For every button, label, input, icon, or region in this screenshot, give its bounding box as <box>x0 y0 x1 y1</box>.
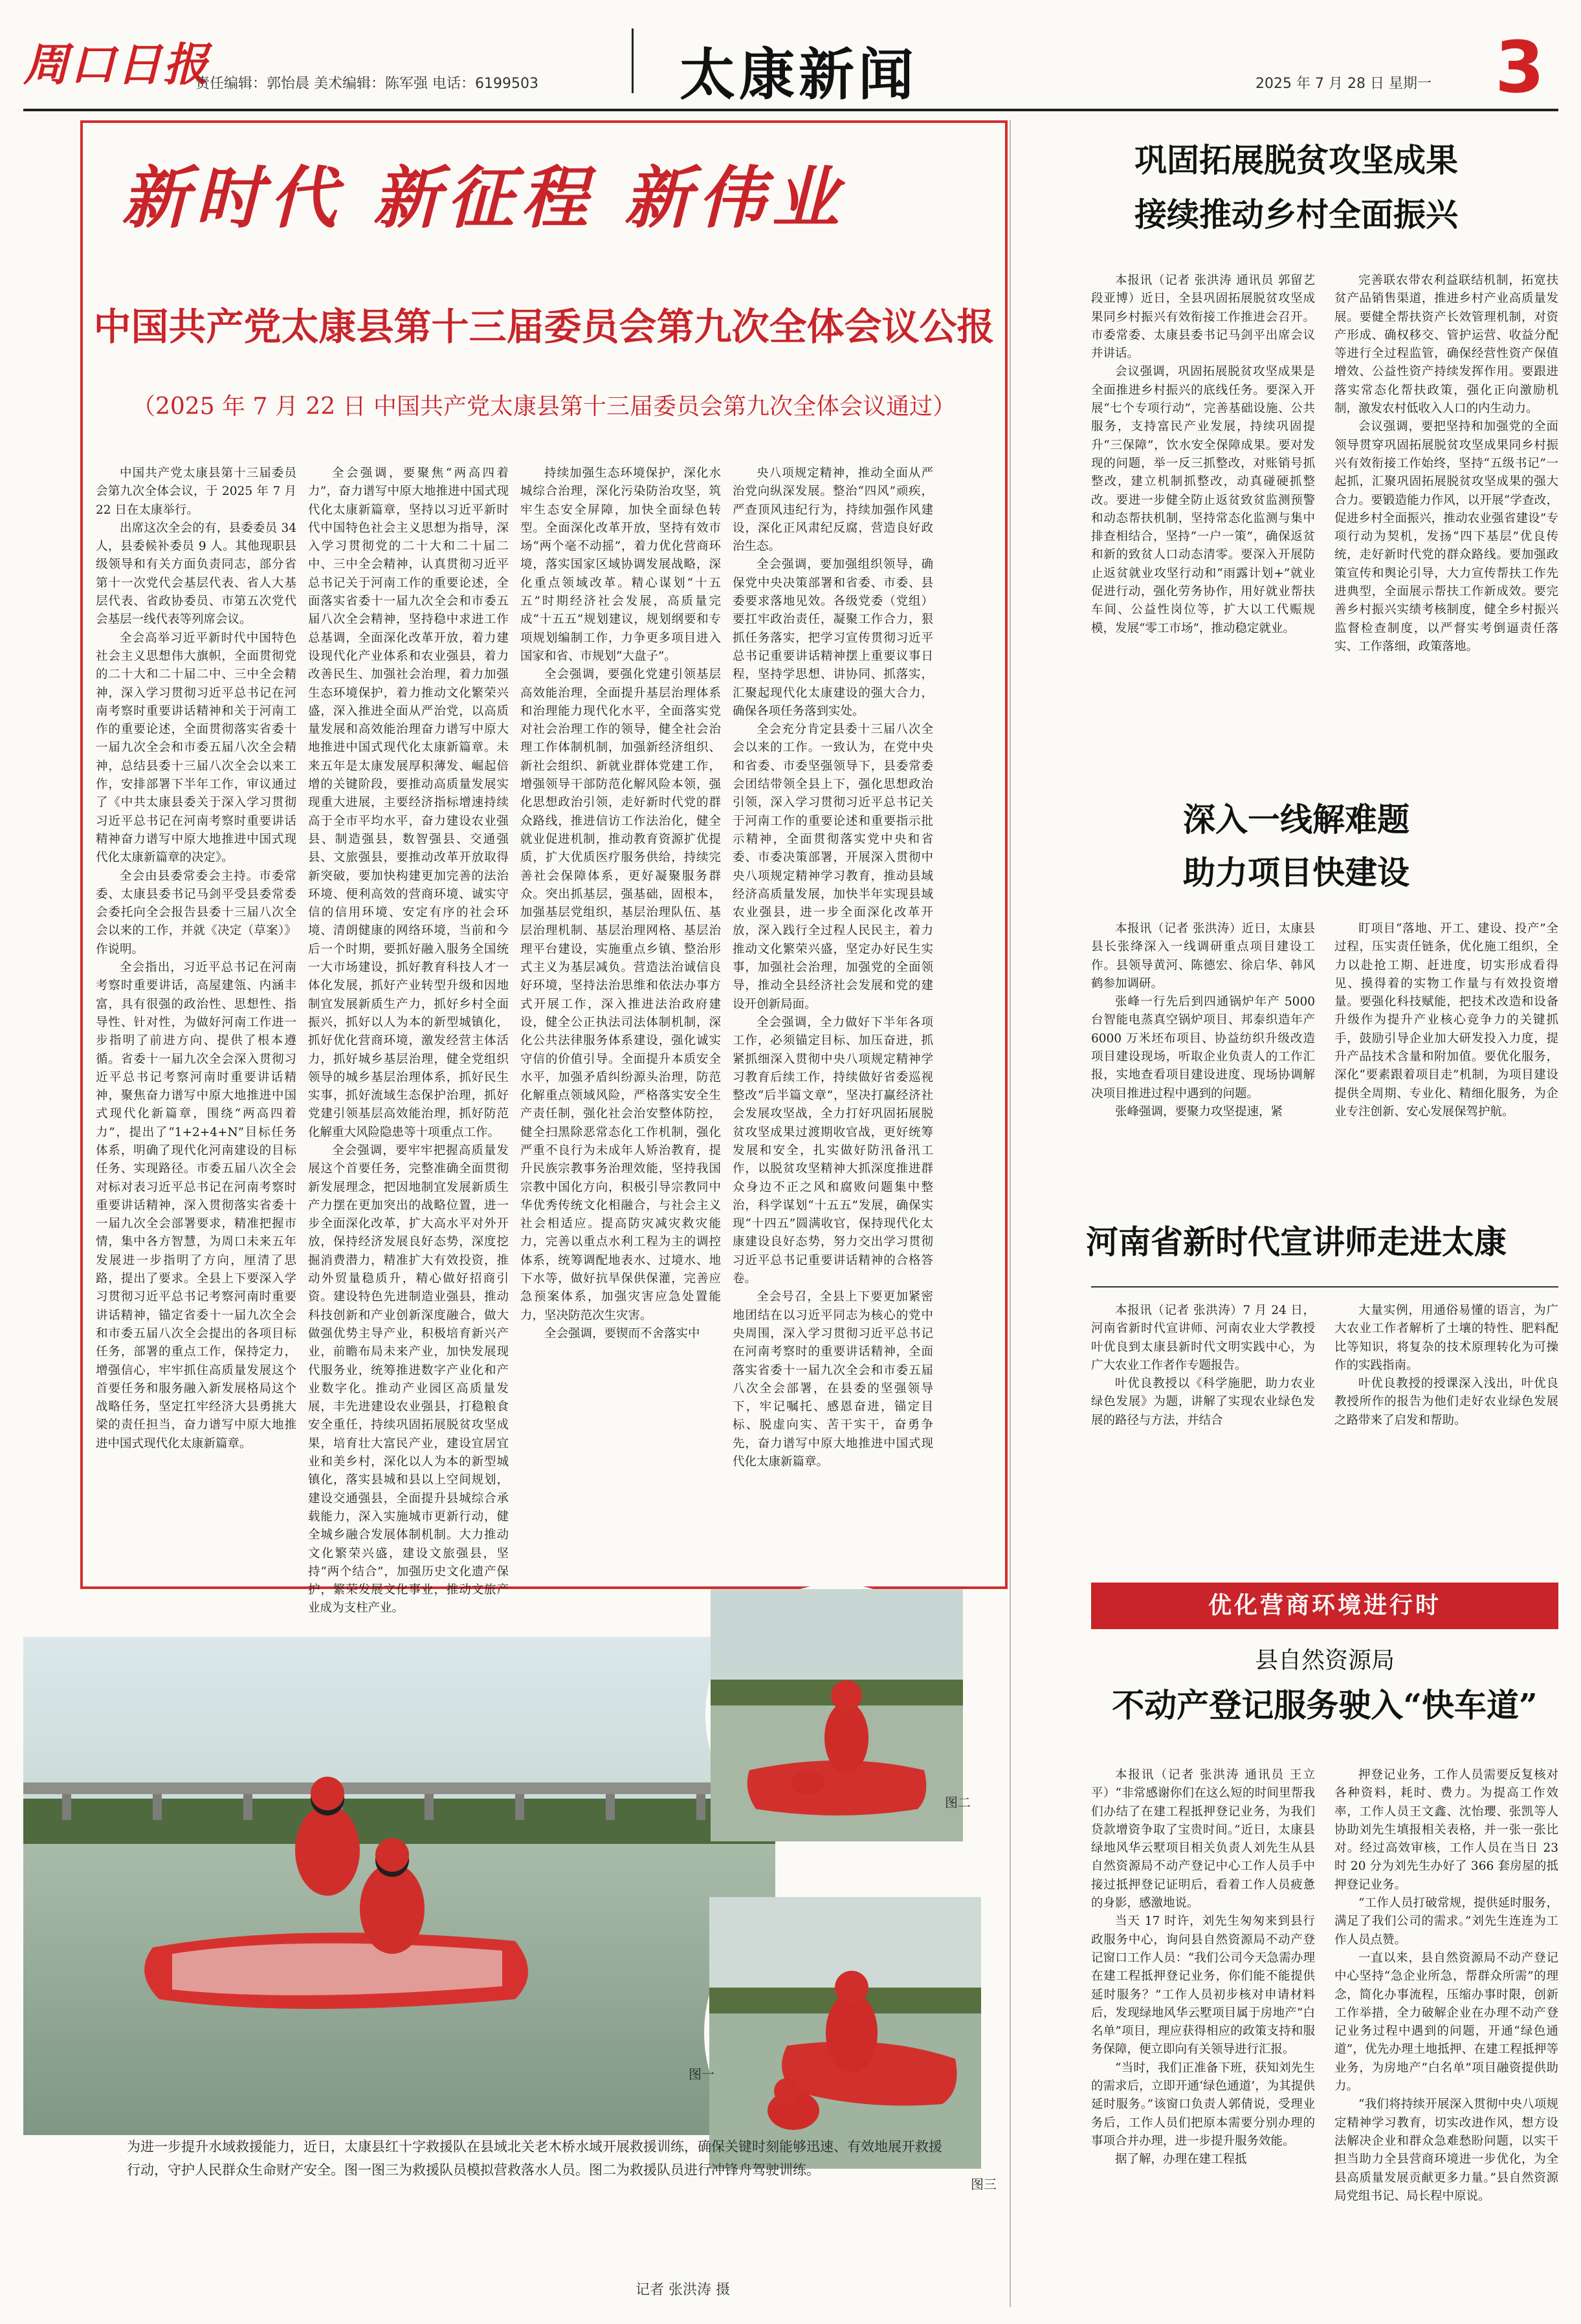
section-banner: 优化营商环境进行时 <box>1091 1583 1558 1629</box>
photo-caption: 为进一步提升水域救援能力，近日，太康县红十字救援队在县域北关老木桥水域开展救援训练，确保关键时刻能够迅速、有效地展开救援行动，守护人民群众生命财产安全。图一图三为救援队员模拟营救落水人员。图二为救援队员进行冲锋舟驾驶训练。 <box>127 2139 942 2178</box>
plenary-column-1 <box>96 465 296 1564</box>
paragraph: 张峰强调，要聚力攻坚提速，紧 <box>1115 1104 1283 1119</box>
plenary-subheadline: （2025 年 7 月 22 日 中国共产党太康县第十三届委员会第九次全体会议通过） <box>132 393 956 420</box>
paragraph: 央八项规定精神，推动全面从严治党向纵深发展。整治“四风”顽疾，严查顶风违纪行为，持续加强作风建设，深化正风肃纪反腐，营造良好政治生态。 <box>733 466 933 554</box>
headline-line: 接续推动乡村全面振兴 <box>1134 195 1458 234</box>
paragraph: 全会高举习近平新时代中国特色社会主义思想伟大旗帜，全面贯彻党的二十大和二十届二中、三中全会精神，深入学习贯彻习近平总书记在河南考察时重要讲话精神和关于河南工作的重要论述，全面贯彻落实省委十一届九次全会和市委五届八次全会精神，总结县委十三届八次全会以来工作，安排部署下半年工作，审议通过了《中共太康县委关于深入学习贯彻习近平总书记在河南考察时重要讲话精神奋力谱写中原大地推进中国式现代化太康新篇章的决定》。 <box>96 631 296 865</box>
paragraph: 全会强调，要牢牢把握高质量发展这个首要任务，完整准确全面贯彻新发展理念，把因地制宜发展新质生产力摆在更加突出的战略位置，进一步全面深化改革，扩大高水平对外开放，保持经济发展良好态势，深度挖掘消费潜力，精准扩大有效投资，推动外贸量稳质升，精心做好招商引资。建设特色先进制造业强县，推动科技创新和产业创新深度融合，做大做强优势主导产业，积极培育新兴产业，前瞻布局未来产业，加快发展现代服务业，统筹推进数字产业化和产业数字化。推动产业园区高质量发展，丰先进建设农业强县，打稳粮食安全重任，持续巩固拓展脱贫攻坚成果，培育壮大富民产业，建设宜居宜业和美乡村，深化以人为本的新型城镇化，落实县城和县以上空间规划，建设交通强县，全面提升县城综合承载能力，深入实施城市更新行动，健全城乡融合发展体制机制。大力推动文化繁荣兴盛，建设文旅强县，坚持“两个结合”，加强历史文化遗产保护，繁荣发展文化事业，推动文旅产业成为支柱产业。 <box>308 1143 509 1616</box>
slogan-banner: 新时代 新征程 新伟业 <box>122 158 846 237</box>
article-2-headline <box>1034 793 1558 899</box>
plenary-headline: 中国共产党太康县第十三届委员会第九次全体会议公报 <box>93 305 995 349</box>
newspaper-logo: 周口日报 <box>23 38 210 91</box>
headline-rule <box>1091 1286 1558 1288</box>
paragraph: 盯项目“落地、开工、建设、投产”全过程，压实责任链条，优化施工组织，全力以赴抢工期、赶进度，切实形成看得见、摸得着的实物工作量与有效投资增量。要强化科技赋能，把技术改造和设备升级作为提升产业核心竞争力的关键抓手，鼓励引导企业加大研发投入力度，提升产品技术含量和附加值。要优化服务，深化“要素跟着项目走”机制，为项目建设提供全周期、专业化、精细化服务，为企业专注创新、安心发展保驾护航。 <box>1334 922 1558 1119</box>
paragraph: 完善联农带农利益联结机制，拓宽扶贫产品销售渠道，推进乡村产业高质量发展。要健全帮扶资产长效管理机制，对资产形成、确权移交、管护运营、收益分配等进行全过程监管，确保经营性资产保值增效、公益性资产持续发挥作用。要跟进落实常态化帮扶政策，强化正向激励机制，激发农村低收入人口的内生动力。 <box>1334 274 1558 416</box>
paragraph: 全会强调，要加强组织领导，确保党中央决策部署和省委、市委、县委要求落地见效。各级党委（党组）要扛牢政治责任，凝聚工作合力，狠抓任务落实，把学习宣传贯彻习近平总书记重要讲话精神摆上重要议事日程，坚持学思想、讲协同、抓落实，汇聚起现代化太康建设的强大合力，确保各项任务落到实处。 <box>733 558 933 718</box>
paragraph: 一直以来，县自然资源局不动产登记中心坚持“急企业所急，帮群众所需”的理念，简化办事流程，压缩办事时限，创新工作举措，全力破解企业在办理不动产登记业务过程中遇到的问题，开通“绿色通道”，优先办理土地抵押、在建工程抵押等业务，为房地产“白名单”项目融资提供助力。 <box>1334 1951 1558 2094</box>
publication-date: 2025 年 7 月 28 日 星期一 <box>1255 76 1432 92</box>
article-1-column-a <box>1091 272 1315 828</box>
figure-label-1: 图一 <box>689 2066 714 2082</box>
paragraph: 会议强调，要把坚持和加强党的全面领导贯穿巩固拓展脱贫攻坚成果同乡村振兴有效衔接工作始终，坚持“五级书记”一起抓，汇聚巩固拓展脱贫攻坚成果的强大合力。要锻造能力作风，以开展“学查改，促进乡村全面振兴，推动农业强省建设”专项行动为契机，发扬“四下基层”优良传统，走好新时代党的群众路线。要加强政策宣传和舆论引导，大力宣传帮扶工作先进典型，全面展示帮扶工作新成效。要完善乡村振兴实绩考核制度，健全乡村振兴监督检查制度，以严督实考倒逼责任落实、工作落细，政策落地。 <box>1334 420 1558 653</box>
paragraph: 张峰一行先后到四通锅炉年产 5000 台智能电蒸真空锅炉项目、邦泰织造年产 6000 万米坯布项目、协益纺织升级改造项目建设现场，听取企业负责人的工作汇报，实地查看项目建设进度、现场协调解决项目推进过程中遇到的问题。 <box>1091 995 1315 1101</box>
paragraph: 全会强调，要锲而不舍落实中 <box>544 1326 700 1341</box>
plenary-column-3 <box>520 465 721 1564</box>
paragraph: 本报讯（记者 张洪涛）近日，太康县县长张绛深入一线调研重点项目建设工作。县领导黄河、陈德宏、徐启华、韩风鹤参加调研。 <box>1091 922 1315 991</box>
article-4-kicker: 县自然资源局 <box>1254 1647 1395 1674</box>
paragraph: 本报讯（记者 张洪涛 通讯员 王立平）“非常感谢你们在这么短的时间里帮我们办结了在建工程抵押登记业务，为我们贷款增资争取了宝贵时间。”近日，太康县绿地风华云墅项目相关负责人刘先生从县自然资源局不动产登记中心工作人员手中接过抵押登记证明后，看着工作人员疲惫的身影，感激地说。 <box>1091 1768 1315 1911</box>
masthead <box>0 0 1581 113</box>
river-rescue-illustration <box>23 1637 775 2135</box>
plenary-column-2 <box>308 465 509 1616</box>
paragraph: 大量实例，用通俗易懂的语言，为广大农业工作者解析了土壤的特性、肥料配比等知识，将复杂的技术原理转化为可操作的实践指南。 <box>1334 1304 1558 1372</box>
article-4-column-a <box>1091 1766 1315 2284</box>
plenary-column-4 <box>733 465 933 1469</box>
paragraph: “工作人员打破常规，提供延时服务，满足了我们公司的需求。”刘先生连连为工作人员点赞。 <box>1334 1896 1558 1947</box>
article-2-column-b <box>1334 920 1558 1250</box>
page-section-name: 太康新闻 <box>680 42 918 107</box>
column-divider <box>1010 120 1011 2307</box>
paragraph: 叶优良教授以《科学施肥，助力农业绿色发展》为题，讲解了实现农业绿色发展的路径与方法，并结合 <box>1091 1377 1315 1427</box>
water-rescue-illustration <box>709 1897 981 2169</box>
masthead-rule <box>23 109 1558 111</box>
article-3-column-b <box>1334 1302 1558 1554</box>
headline-line: 深入一线解难题 <box>1183 800 1410 839</box>
paragraph: 中国共产党太康县第十三届委员会第九次全体会议，于 2025 年 7 月 22 日在太康举行。 <box>96 466 296 517</box>
paragraph: 会议强调，巩固拓展脱贫攻坚成果是全面推进乡村振兴的底线任务。要深入开展“七个专项行动”，完善基础设施、公共服务，支持富民产业发展，持续巩固提升“三保障”，饮水安全保障成果。要对发现的问题，举一反三抓整改，对账销号抓整改，建立机制抓整改，动真碰硬抓整改。要进一步健全防止返贫致贫监测预警和动态帮扶机制，坚持常态化监测与集中排查相结合，坚持“一户一策”，确保返贫和新的致贫人口动态清零。要深入开展防止返贫就业攻坚行动和“雨露计划+”就业促进行动，强化劳务协作，用好就业帮扶车间、公益性岗位等，扩大以工代赈规模，发展“零工市场”，推动稳定就业。 <box>1091 365 1315 635</box>
paragraph: 持续加强生态环境保护，深化水城综合治理，深化污染防治攻坚，筑牢生态安全屏障，加快全面绿色转型。全面深化改革开放，坚持有效市场“两个毫不动摇”，着力优化营商环境，落实国家区域协调发展战略，深化重点领域改革。精心谋划“十五五”时期经济社会发展，高质量完成“十五五”规划建议，规划纲要和专项规划编制工作，力争更多项目进入国家和省、市规划“大盘子”。 <box>520 466 721 663</box>
article-4-column-b <box>1334 1766 1558 2284</box>
masthead-divider <box>632 28 634 93</box>
page-number: 3 <box>1495 26 1545 109</box>
article-3-column-a <box>1091 1302 1315 1554</box>
paragraph: 本报讯（记者 张洪涛）7 月 24 日，河南省新时代宣讲师、河南农业大学教授叶优良到太康县新时代文明实践中心，为广大农业工作者作专题报告。 <box>1091 1304 1315 1372</box>
paragraph: 据了解，办理在建工程抵 <box>1115 2153 1247 2167</box>
editor-credits: 责任编辑：郭怡晨 美术编辑：陈军强 电话：6199503 <box>195 76 538 92</box>
paragraph: 当天 17 时许，刘先生匆匆来到县行政服务中心，询问县自然资源局不动产登记窗口工作人员：“我们公司今天急需办理在建工程抵押登记业务，你们能不能提供延时服务？”工作人员初步核对申请材料后，发现绿地风华云墅项目属于房地产“白名单”项目，理应获得相应的政策支持和服务保障，便立即向有关领导进行汇报。 <box>1091 1914 1315 2057</box>
rescue-training-photo-2 <box>705 1584 968 1847</box>
article-3-headline: 河南省新时代宣讲师走进太康 <box>1086 1223 1507 1261</box>
paragraph: 全会指出，习近平总书记在河南考察时重要讲话，高屋建瓴、内涵丰富，具有很强的政治性、思想性、指导性、针对性，为做好河南工作进一步指明了前进方向、提供了根本遵循。省委十一届九次全会深入贯彻习近平总书记考察河南时重要讲话精神，聚焦奋力谱写中原大地推进中国式现代化新篇章，围绕“两高四着力”，提出了“1+2+4+N”目标任务体系，明确了现代化河南建设的目标任务、实现路径。市委五届八次全会对标对表习近平总书记在河南考察时重要讲话精神，深入贯彻落实省委十一届九次全会部署要求，精准把握市情，集中各方智慧，为周口未来五年发展进一步指明了方向，厘清了思路，提出了要求。全县上下要深入学习贯彻习近平总书记考察河南时重要讲话精神，锚定省委十一届九次全会和市委五届八次全会提出的各项目标任务，部署的重点工作，保持定力，增强信心，牢牢抓住高质量发展这个首要任务和服务融入新发展格局这个战略任务，坚定扛牢经济大县勇挑大梁的责任担当，奋力谱写中原大地推进中国式现代化太康新篇章。 <box>96 961 296 1451</box>
paragraph: “我们将持续开展深入贯彻中央八项规定精神学习教育，切实改进作风，想方设法解决企业和群众急难愁盼问题，以实干担当助力全县营商环境进一步优化，为全县高质量发展贡献更多力量。”县自然资源局党组书记、局长程中原说。 <box>1334 2098 1558 2203</box>
article-2-column-a <box>1091 920 1315 1250</box>
paragraph: 全会号召，全县上下要更加紧密地团结在以习近平同志为核心的党中央周围，深入学习贯彻习近平总书记在河南考察时的重要讲话精神，全面落实省委十一届九次全会和市委五届八次全会部署，在县委的坚强领导下，牢记嘱托、感恩奋进，锚定目标、脱虚向实、苦干实干，奋勇争先，奋力谱写中原大地推进中国式现代化太康新篇章。 <box>733 1290 933 1469</box>
boat-driving-illustration <box>711 1589 963 1841</box>
headline-line: 巩固拓展脱贫攻坚成果 <box>1134 141 1458 179</box>
paragraph: 押登记业务，工作人员需要反复核对各种资料，耗时、费力。为提高工作效率，工作人员王文鑫、沈怡瓔、张凯等人协助刘先生填报相关表格，并一张一张比对。经过高效审核，工作人员在当日 23 时 20 分为刘先生办好了 366 套房屋的抵押登记业务。 <box>1334 1768 1558 1892</box>
article-4-headline: 不动产登记服务驶入“快车道” <box>1112 1686 1538 1724</box>
paragraph: 出席这次全会的有，县委委员 34 人，县委候补委员 9 人。其他现职县级领导和有关方面负责同志，部分省第十一次党代会基层代表、省人大基层代表、省政协委员、市第五次党代会基层一线代表等列席会议。 <box>96 521 296 627</box>
article-1-headline <box>1034 133 1558 242</box>
rescue-training-photo-3 <box>704 1892 986 2174</box>
paragraph: 全会由县委常委会主持。市委常委、太康县委书记马剑平受县委常委会委托向全会报告县委十三届八次全会以来的工作，并就《决定（草案）》作说明。 <box>96 869 296 956</box>
paragraph: 全会充分肯定县委十三届八次全会以来的工作。一致认为，在党中央和省委、市委坚强领导下，县委常委会团结带领全县上下，强化思想政治引领，深入学习贯彻习近平总书记关于河南工作的重要论述和重要指示批示精神，全面贯彻落实党中央和省委、市委决策部署，开展深入贯彻中央八项规定精神学习教育，推动县域经济高质量发展，加快半年实现县域农业强县，进一步全面深化改革开放，深入践行全过程人民民主，着力推动文化繁荣兴盛，坚定办好民生实事，加强社会治理，加强党的全面领导，推动全县经济社会发展和党的建设开创新局面。 <box>733 723 933 1011</box>
rescue-training-photo-1 <box>23 1637 775 2135</box>
headline-line: 助力项目快建设 <box>1183 853 1410 892</box>
figure-label-3: 图三 <box>971 2176 997 2192</box>
photo-credit: 记者 张洪涛 摄 <box>636 2282 730 2298</box>
paragraph: 全会强调，要强化党建引领基层高效能治理，全面提升基层治理体系和治理能力现代化水平，全面落实党对社会治理工作的领导，健全社会治理工作体制机制，加强新经济组织、新社会组织、新就业群体党建工作，增强领导干部防范化解风险本领，强化思想政治引领，走好新时代党的群众路线，推进信访工作法治化，健全就业促进机制，推动教育资源扩优提质，扩大优质医疗服务供给，持续完善社会保障体系，更好凝聚服务群众。突出抓基层，强基础，固根本，加强基层党组织，基层治理队伍、基层治理机制、基层治理网格、基层治理平台建设，实施重点乡镇、整治形式主义为基层减负。营造法治诚信良好环境，坚持法治思维和依法办事方式开展工作，深入推进法治政府建设，健全公正执法司法体制机制，深化公共法律服务体系建设，强化诚实守信的价值引导。全面提升本质安全水平，加强矛盾纠纷源头治理，防范化解重点领域风险，严格落实安全生产责任制，强化社会治安整体防控，健全扫黑除恶常态化工作机制，强化严重不良行为未成年人矫治教育，提升民族宗教事务治理效能，坚持我国宗教中国化方向，积极引导宗教同中华优秀传统文化相融合，与社会主义社会相适应。提高防灾减灾救灾能力，完善以重点水利工程为主的调控体系，统筹调配地表水、过境水、地下水等，做好抗旱保供保灌，完善应急预案体系，加强灾害应急处置能力，坚决防范次生灾害。 <box>520 668 721 1322</box>
paragraph: 全会强调，要聚焦“两高四着力”，奋力谱写中原大地推进中国式现代化太康新篇章，坚持以习近平新时代中国特色社会主义思想为指导，深入学习贯彻党的二十大和二十届二中、三中全会精神，认真贯彻习近平总书记关于河南工作的重要论述，全面落实省委十一届九次全会和市委五届八次全会精神，坚持稳中求进工作总基调，全面深化改革开放，着力建设现代化产业体系和农业强县，着力改善民生、加强社会治理，着力加强生态环境保护，着力推动文化繁荣兴盛，深入推进全面从严治党，以高质量发展和高效能治理奋力谱写中原大地推进中国式现代化太康新篇章。未来五年是太康发展厚积薄发、崛起倍增的关键阶段，要推动高质量发展实现重大进展，主要经济指标增速持续高于全市平均水平，奋力建设农业强县、制造强县，数智强县、交通强县、文旅强县，要推动改革开放取得新突破，要加快构建更加完善的法治环境、便利高效的营商环境、诚实守信的信用环境、安定有序的社会环境、清朗健康的网络环境，当前和今后一个时期，要抓好融入服务全国统一大市场建设，抓好教育科技人才一体化发展，抓好产业转型升级和因地制宜发展新质生产力，抓好乡村全面振兴，抓好以人为本的新型城镇化，抓好优化营商环境，激发经营主体活力，抓好城乡基层治理，健全党组织领导的城乡基层治理体系，抓好民生实事，抓好流域生态保护治理，抓好党建引领基层高效能治理，抓好防范化解重大风险隐患等十项重点工作。 <box>308 466 509 1139</box>
paragraph: 全会强调，全力做好下半年各项工作，必须锚定目标、加压奋进，抓紧抓细深入贯彻中央八项规定精神学习教育后续工作，持续做好省委巡视整改“后半篇文章”，坚决打赢经济社会发展攻坚战，全力打好巩固拓展脱贫攻坚成果过渡期收官战，更好统筹发展和安全，扎实做好防汛备汛工作，以脱贫攻坚精神大抓深度推进群众身边不正之风和腐败问题集中整治，科学谋划“十五五”发展，确保实现“十四五”圆满收官，保持现代化太康建设良好态势，努力交出学习贯彻习近平总书记重要讲话精神的合格答卷。 <box>733 1015 933 1286</box>
figure-label-2: 图二 <box>945 1795 971 1810</box>
paragraph: 叶优良教授的授课深入浅出，叶优良教授所作的报告为他们走好农业绿色发展之路带来了启发和帮助。 <box>1334 1377 1558 1427</box>
paragraph: 本报讯（记者 张洪涛 通讯员 郭留艺 段亚博）近日，全县巩固拓展脱贫攻坚成果同乡村振兴有效衔接工作推进会召开。市委常委、太康县委书记马剑平出席会议并讲话。 <box>1091 274 1315 361</box>
paragraph: “当时，我们正准备下班，获知刘先生的需求后，立即开通‘绿色通道’，为其提供延时服务。”该窗口负责人郭倩说，受理业务后，工作人员们把原本需要分别办理的事项合并办理，进一步提升服务效能。 <box>1091 2061 1315 2148</box>
